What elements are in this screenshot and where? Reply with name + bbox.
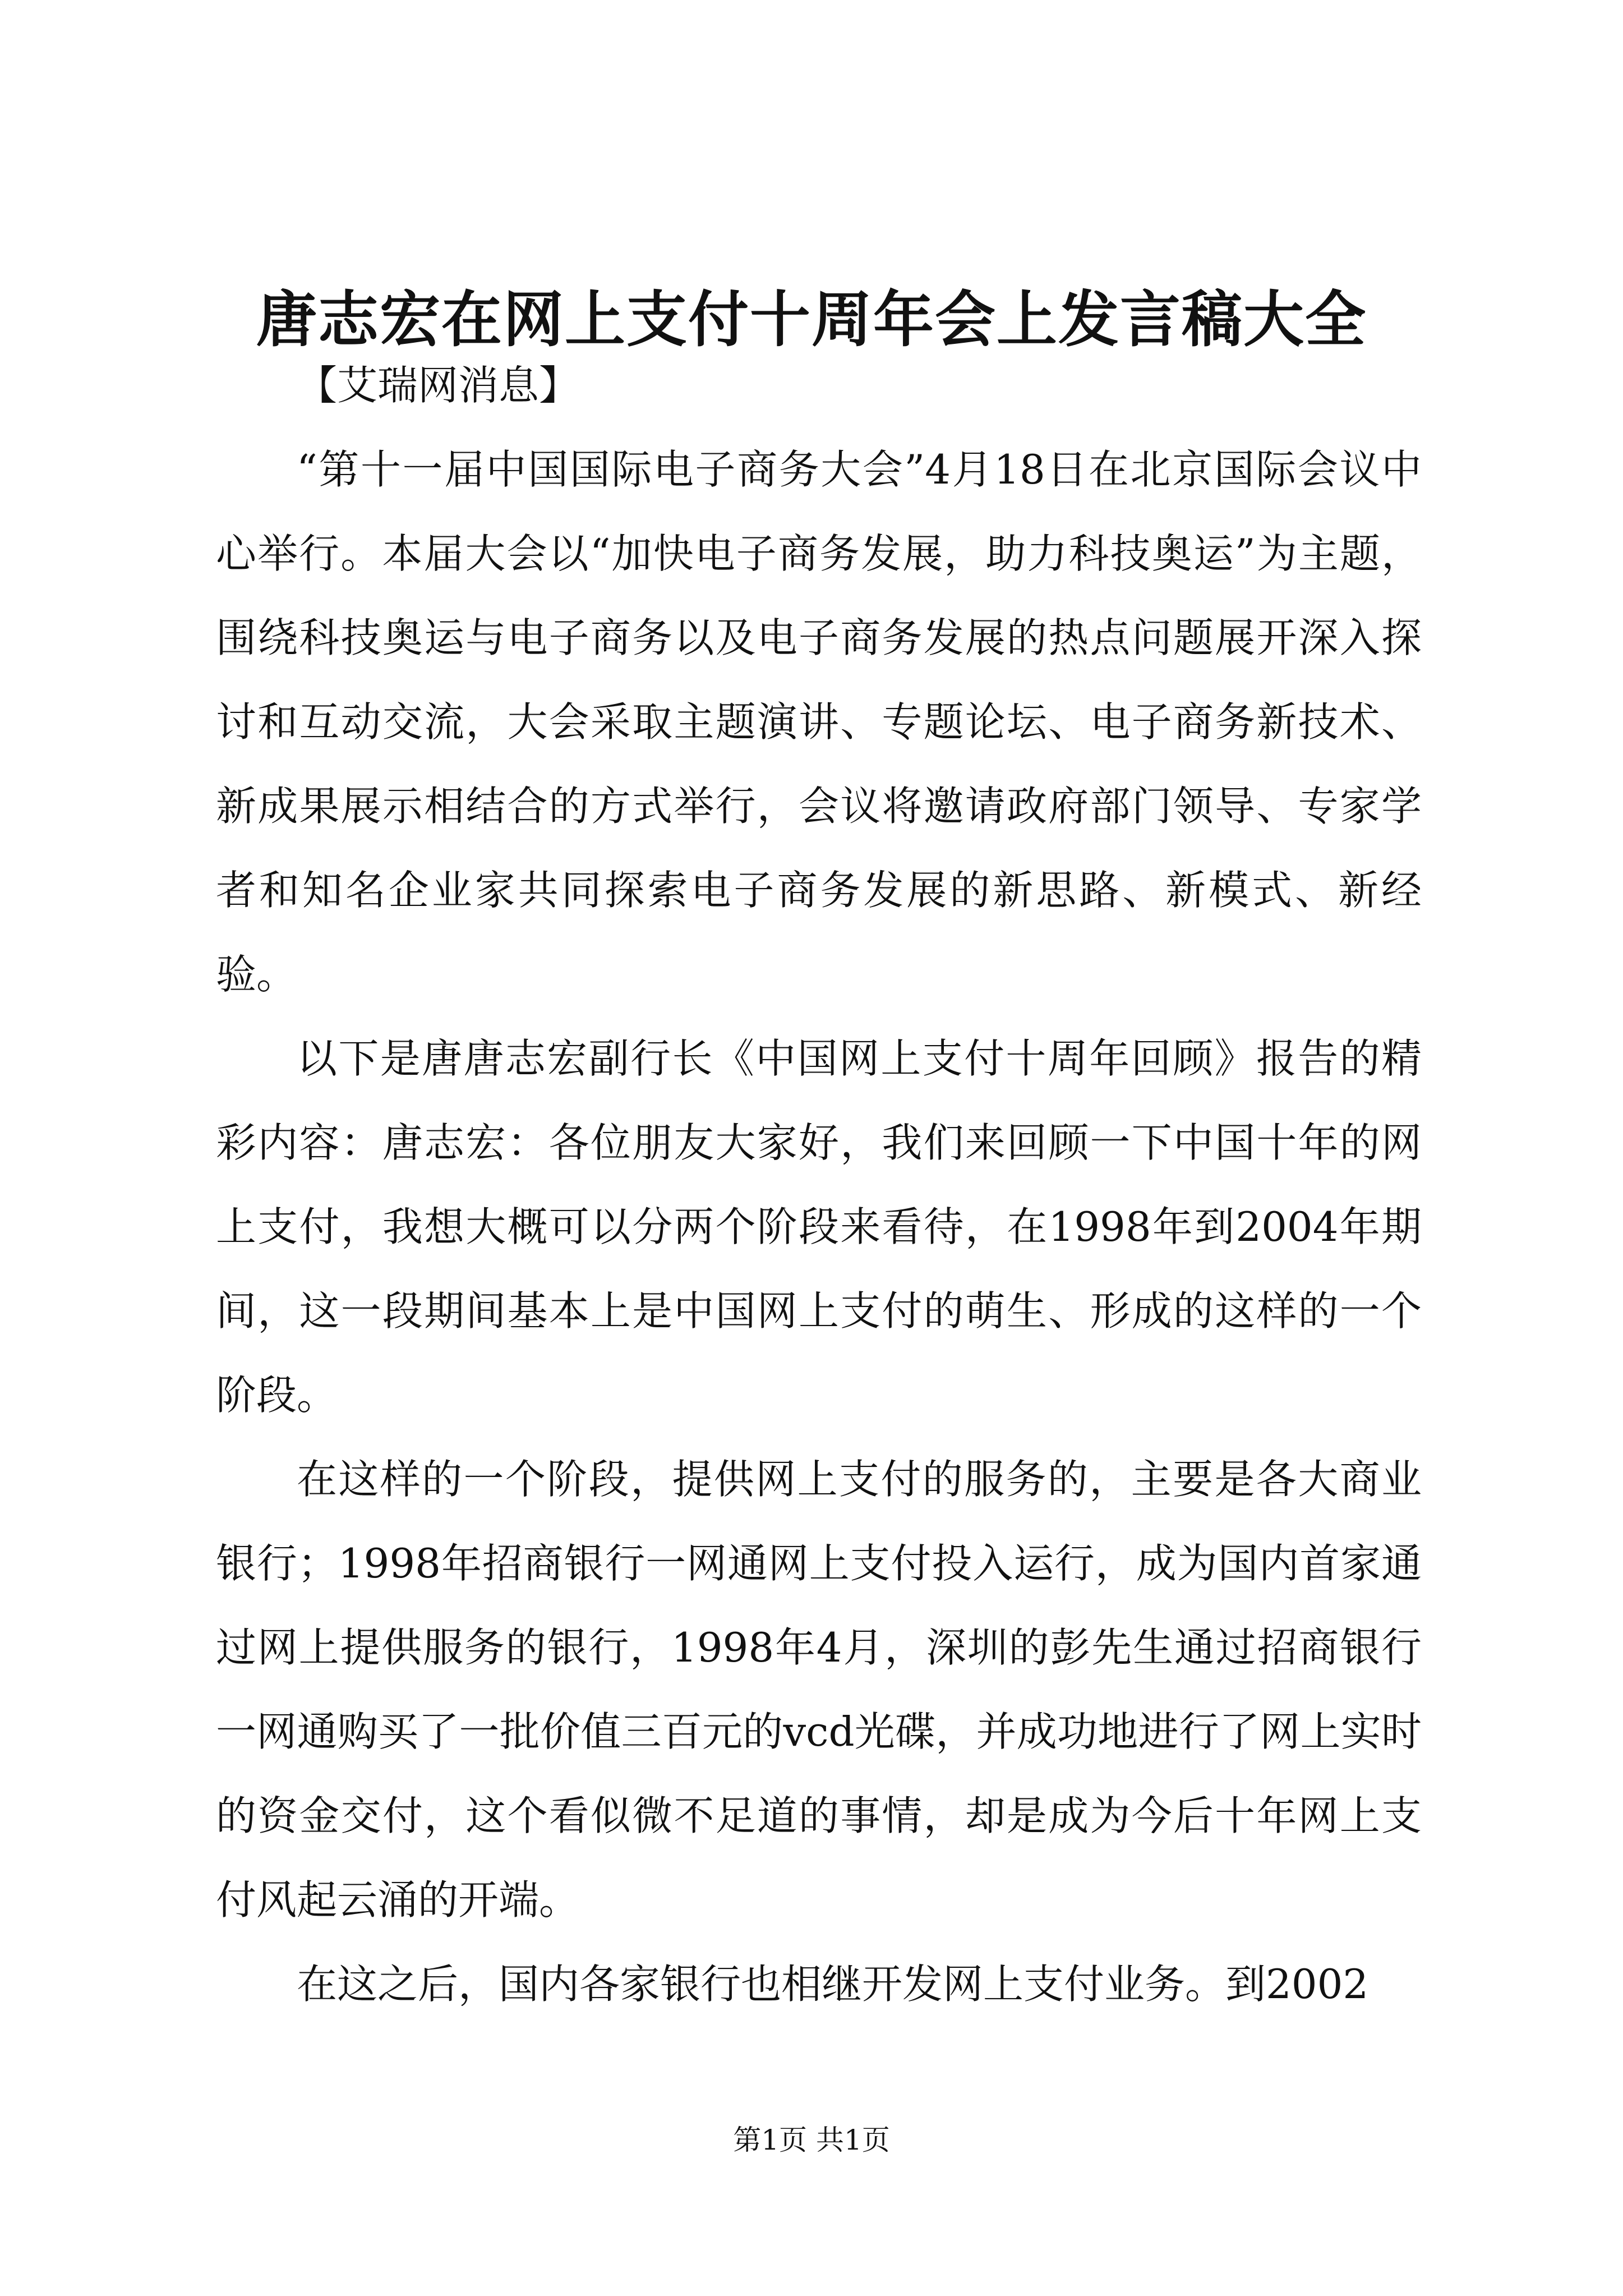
paragraph-1: “第十一届中国国际电子商务大会”4月18日在北京国际会议中心举行。本届大会以“加快电子商务发展，助力科技奥运”为主题，围绕科技奥运与电子商务以及电子商务发展的热点问题展开深入探讨和互动交流，大会采取主题演讲、专题论坛、电子商务新技术、新成果展示相结合的方式举行，会议将邀请政府部门领导、专家学者和知名企业家共同探索电子商务发展的新思路、新模式、新经验。 <box>216 446 1422 998</box>
paragraph-3: 在这样的一个阶段，提供网上支付的服务的，主要是各大商业银行；1998年招商银行一网通网上支付投入运行，成为国内首家通过网上提供服务的银行，1998年4月，深圳的彭先生通过招商银行一网通购买了一批价值三百元的vcd光碟，并成功地进行了网上实时的资金交付，这个看似微不足道的事情，却是成为今后十年网上支付风起云涌的开端。 <box>216 1456 1422 1924</box>
source-line: 【艾瑞网消息】 <box>297 362 580 409</box>
document-body <box>216 343 1422 2026</box>
paragraph-4: 在这之后，国内各家银行也相继开发网上支付业务。到2002 <box>297 1961 1369 2008</box>
paragraph-2: 以下是唐唐志宏副行长《中国网上支付十周年回顾》报告的精彩内容：唐志宏：各位朋友大家好，我们来回顾一下中国十年的网上支付，我想大概可以分两个阶段来看待，在1998年到2004年期间，这一段期间基本上是中国网上支付的萌生、形成的这样的一个阶段。 <box>216 1035 1422 1419</box>
page-title: 唐志宏在网上支付十周年会上发言稿大全 <box>256 284 1367 355</box>
page-footer: 第1页 共1页 <box>733 2124 890 2156</box>
